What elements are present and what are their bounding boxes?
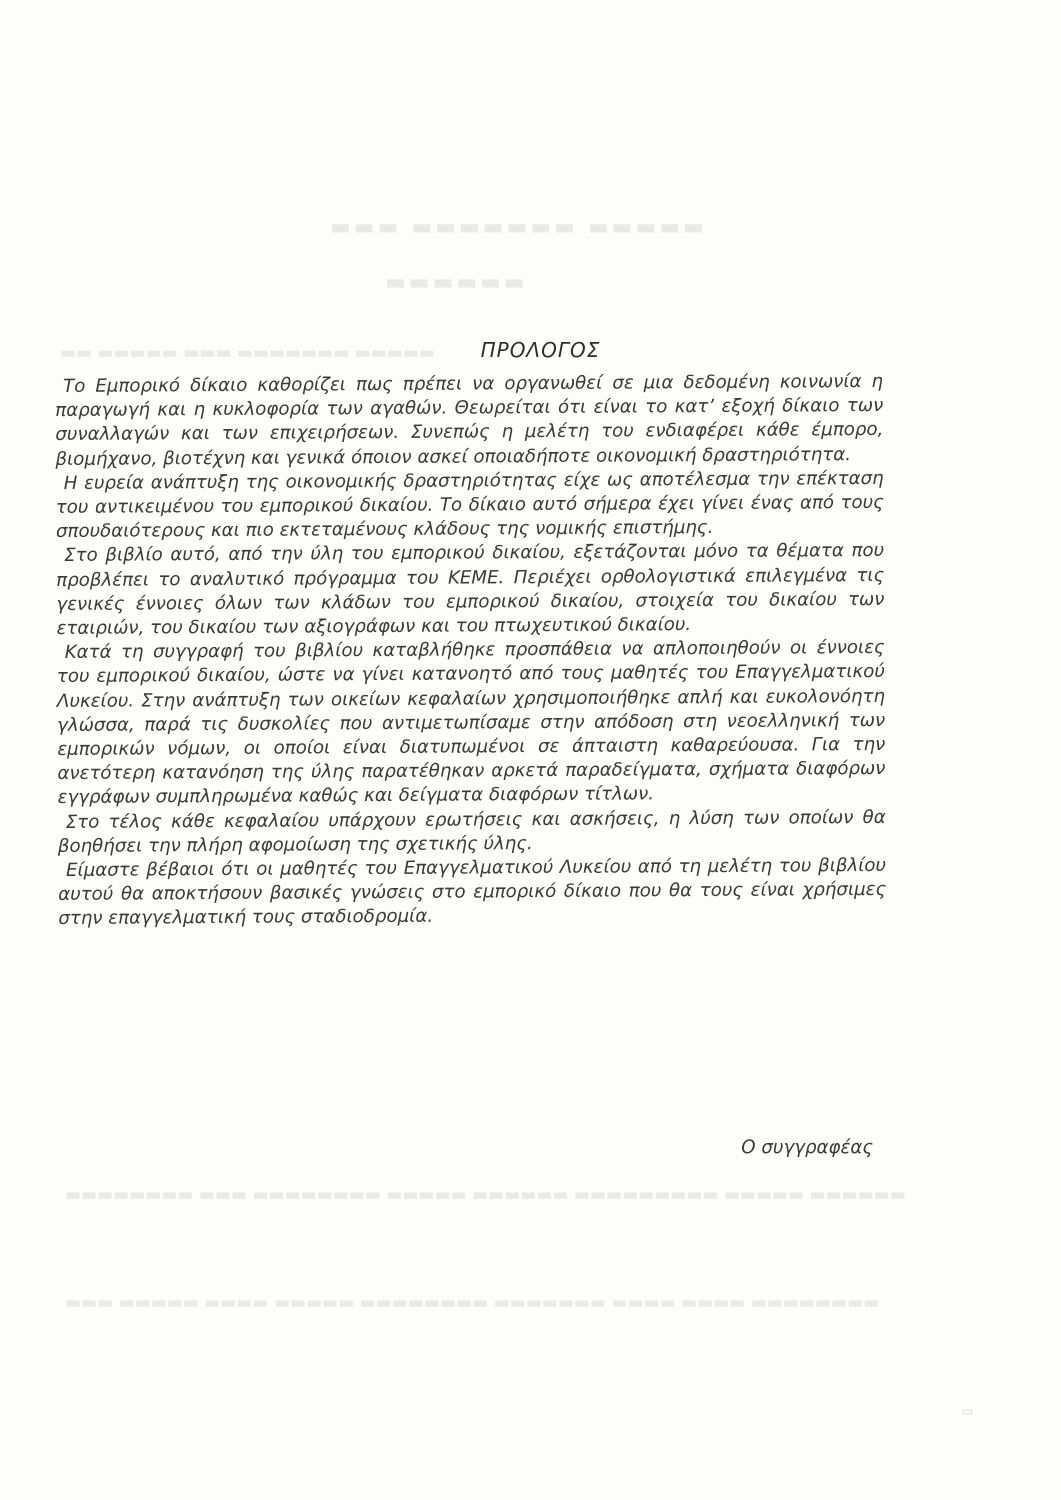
page-title: ΠΡΟΛΟΓΟΣ — [480, 338, 601, 362]
paragraph-1: Το Εμπορικό δίκαιο καθορίζει πως πρέπει να οργανωθεί σε μια δεδομένη κοινωνία η παραγωγή και η κυκλοφορία των αγαθών. Θεωρείται ότι είναι το κατ’ εξοχή δίκαιο των συναλλαγών και των επιχειρήσεων. Συνεπώς η μελέτη του ενδιαφέρει κάθε έμπορο, βιομήχανο, βιοτέχνη και γενικά όποιον ασκεί οποιαδήποτε οικονομική δραστηριότητα. — [55, 370, 884, 470]
author-signature: Ο συγγραφέας — [741, 1137, 873, 1158]
page-corner-mark: ▭ — [961, 1404, 973, 1418]
show-through-line: ▬▬ ▬▬▬▬▬ ▬▬▬ ▬▬▬▬▬▬▬ ▬▬▬▬▬ — [60, 343, 435, 363]
paragraph-4: Κατά τη συγγραφή του βιβλίου καταβλήθηκε προσπάθεια να απλοποιηθούν οι έννοιες του εμπορικού δικαίου, ώστε να γίνει κατανοητό από τους μαθητές του Επαγγελματικού Λυκείου. Στην ανάπτυξη των οικείων κεφαλαίων χρησιμοποιήθηκε απλή και ευκολονόητη γλώσσα, παρά τις δυσκολίες που αντιμετωπίσαμε στην απόδοση στη νεοελληνική των εμπορικών νόμων, οι οποίοι είναι διατυπωμένοι σε άπταιστη καθαρεύουσα. Για την ανετότερη κατανόηση της ύλης παρατέθηκαν αρκετά παραδείγματα, σχήματα διαφόρων εγγράφων συμπληρωμένα καθώς και δείγματα διαφόρων τίτλων. — [56, 637, 886, 809]
show-through-last-line: ▬▬▬ ▬▬▬▬▬ ▬▬▬▬ ▬▬▬▬▬ ▬▬▬▬▬▬▬▬ ▬▬▬▬▬▬▬ ▬▬▬▬ ▬▬▬▬ ▬▬▬▬▬▬▬▬ — [65, 1293, 880, 1313]
show-through-subheading: ▬▬▬▬▬▬ — [385, 270, 528, 295]
paragraph-2: Η ευρεία ανάπτυξη της οικονομικής δραστηριότητας είχε ως αποτέλεσμα την επέκταση του αντικειμένου του εμπορικού δικαίου. Το δίκαιο αυτό σήμερα έχει γίνει ένας από τους σπουδαιότερους και πιο εκτεταμένους κλάδους της νομικής επιστήμης. — [55, 467, 884, 543]
paragraph-5: Στο τέλος κάθε κεφαλαίου υπάρχουν ερωτήσεις και ασκήσεις, η λύση των οποίων θα βοηθήσει την πλήρη αφομοίωση της σχετικής ύλης. — [57, 806, 886, 857]
show-through-block: ▬▬▬▬▬▬▬▬ ▬▬▬ ▬▬▬▬▬▬▬▬ ▬▬▬▬▬ ▬▬▬▬▬▬ ▬▬▬▬▬▬▬▬▬ ▬▬▬▬▬ ▬▬▬▬▬▬ — [65, 1185, 906, 1205]
paragraph-3: Στο βιβλίο αυτό, από την ύλη του εμπορικού δικαίου, εξετάζονται μόνο τα θέματα που προβλέπει το αναλυτικό πρόγραμμα του ΚΕΜΕ. Περιέχει ορθολογιστικά επιλεγμένα τις γενικές έννοιες όλων των κλάδων του εμπορικού δικαίου, στοιχεία του δικαίου των εταιριών, του δικαίου των αξιογράφων και του πτωχευτικού δικαίου. — [56, 540, 885, 640]
show-through-heading: ▬▬▬ ▬▬▬▬▬▬▬ ▬▬▬▬▬ — [330, 215, 707, 240]
preface-body — [55, 370, 886, 932]
paragraph-6: Είμαστε βέβαιοι ότι οι μαθητές του Επαγγελματικού Λυκείου από τη μελέτη του βιβλίου αυτού θα αποκτήσουν βασικές γνώσεις στο εμπορικό δίκαιο που θα τους είναι χρήσιμες στην επαγγελματική τους σταδιοδρομία. — [58, 854, 887, 930]
